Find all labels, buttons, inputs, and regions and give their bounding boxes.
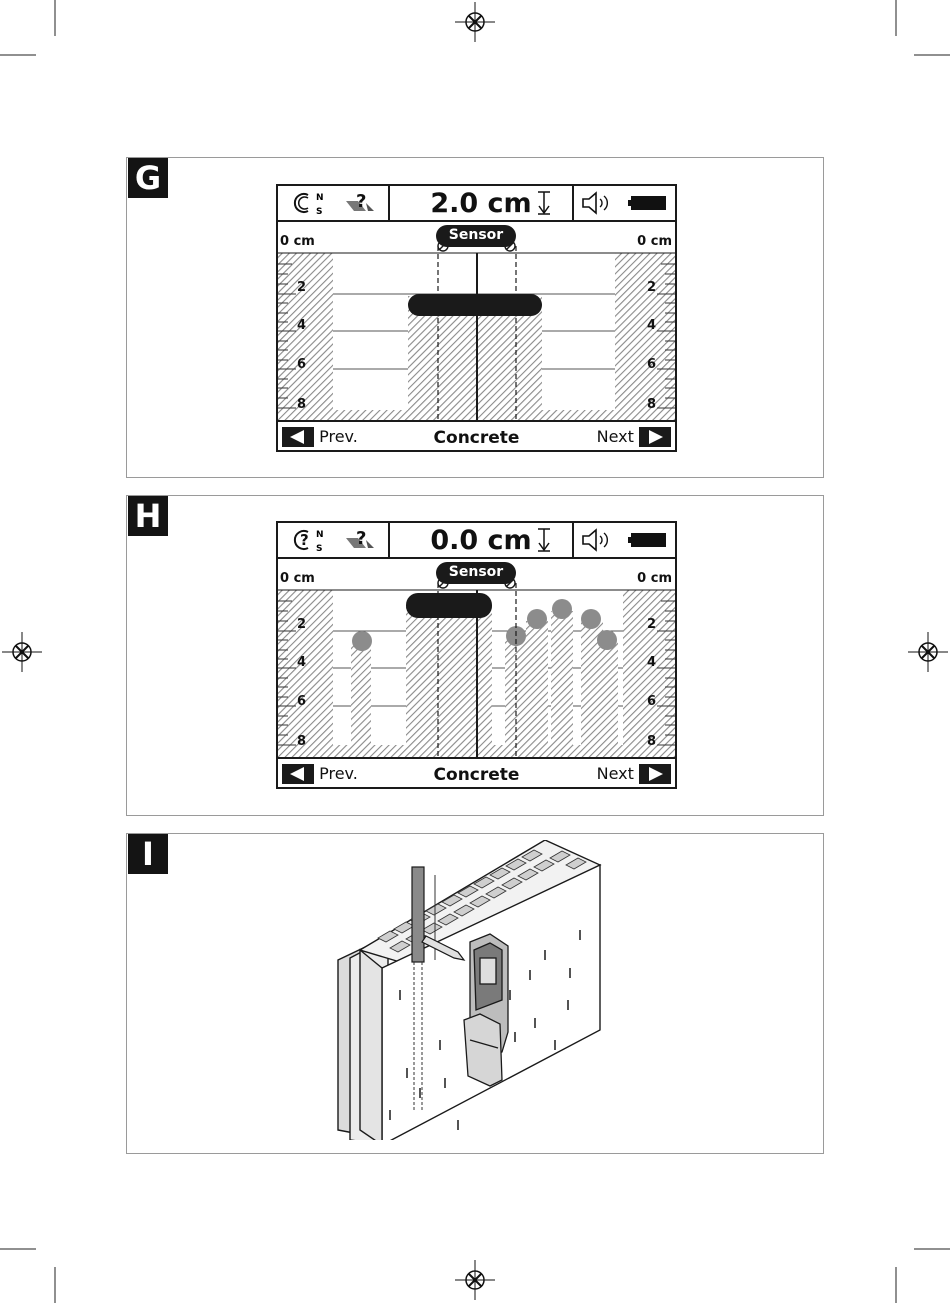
small-object-shadow (526, 621, 548, 745)
magnet-ns-icon (288, 189, 328, 217)
wall-scan-illustration (330, 840, 630, 1140)
prev-label: Prev. (319, 764, 358, 783)
scale-left-2: 2 (297, 280, 307, 295)
scale-right-8: 8 (647, 397, 657, 412)
scale-right-6: 6 (647, 694, 657, 709)
scale-right-6: 6 (647, 357, 657, 372)
scale-right-4: 4 (647, 318, 657, 333)
registration-mark-bottom (455, 1260, 495, 1300)
depth-readout: 0.0 cm (430, 525, 532, 556)
detector-display-h (276, 521, 677, 789)
svg-text:S: S (316, 544, 323, 554)
arrow-right-icon (639, 427, 671, 447)
calibration-question-icon (344, 189, 380, 217)
scale-right-8: 8 (647, 734, 657, 749)
battery-icon (628, 530, 668, 550)
scale-right-zero: 0 cm (637, 234, 672, 249)
registration-mark-right (908, 632, 948, 672)
status-bar (278, 523, 675, 559)
status-bar (278, 186, 675, 222)
hollow-brick-wall (338, 840, 600, 1140)
prev-button[interactable] (282, 764, 358, 784)
magnet-ns-icon (288, 526, 328, 554)
scale-left-8: 8 (297, 734, 307, 749)
small-object-dot (552, 599, 572, 619)
svg-text:N: N (316, 530, 324, 540)
speaker-icon (581, 189, 615, 217)
small-object-shadow (596, 641, 618, 745)
detected-pipe (412, 867, 424, 962)
next-label: Next (596, 427, 634, 446)
arrow-left-icon (282, 764, 314, 784)
svg-text:S: S (316, 207, 323, 217)
depth-arrow-icon (536, 190, 552, 216)
scale-right-4: 4 (647, 655, 657, 670)
depth-readout: 2.0 cm (430, 188, 532, 219)
speaker-icon (581, 526, 615, 554)
detected-object-bar (408, 294, 542, 316)
scale-left-2: 2 (297, 617, 307, 632)
sensor-label: Sensor (436, 225, 516, 247)
calibration-question-icon (344, 526, 380, 554)
small-object-dot (527, 609, 547, 629)
detected-object-bar (406, 593, 492, 618)
prev-button[interactable] (282, 427, 358, 447)
scale-right-2: 2 (647, 617, 657, 632)
battery-icon (628, 193, 668, 213)
navigation-bar (278, 757, 675, 789)
scale-left-zero: 0 cm (280, 571, 315, 586)
small-object-dot (352, 631, 372, 651)
material-mode-label: Concrete (433, 428, 520, 448)
navigation-bar (278, 420, 675, 452)
scale-left-6: 6 (297, 694, 307, 709)
prev-label: Prev. (319, 427, 358, 446)
scale-left-6: 6 (297, 357, 307, 372)
small-object-dot (581, 609, 601, 629)
depth-arrow-icon (536, 527, 552, 553)
svg-text:?: ? (300, 531, 309, 549)
svg-text:?: ? (356, 191, 367, 212)
small-object-shadow (551, 611, 573, 745)
detector-display-g (276, 184, 677, 452)
scale-left-8: 8 (297, 397, 307, 412)
scale-left-4: 4 (297, 318, 307, 333)
scale-right-zero: 0 cm (637, 571, 672, 586)
next-button[interactable] (597, 427, 671, 447)
detected-object-shadow (406, 605, 492, 757)
material-mode-label: Concrete (433, 765, 520, 785)
svg-text:?: ? (356, 528, 367, 549)
sensor-label: Sensor (436, 562, 516, 584)
svg-text:N: N (316, 193, 324, 203)
arrow-left-icon (282, 427, 314, 447)
small-object-shadow (505, 637, 529, 745)
scale-left-4: 4 (297, 655, 307, 670)
next-label: Next (596, 764, 634, 783)
figure-h-letter: H (128, 496, 168, 536)
small-object-dot (597, 630, 617, 650)
arrow-right-icon (639, 764, 671, 784)
figure-i-letter: I (128, 834, 168, 874)
registration-mark-left (2, 632, 42, 672)
next-button[interactable] (597, 764, 671, 784)
small-object-shadow (351, 643, 371, 745)
wall-scanner-device (464, 934, 508, 1086)
scale-left-zero: 0 cm (280, 234, 315, 249)
registration-mark-top (455, 2, 495, 42)
figure-g-letter: G (128, 158, 168, 198)
scale-right-2: 2 (647, 280, 657, 295)
